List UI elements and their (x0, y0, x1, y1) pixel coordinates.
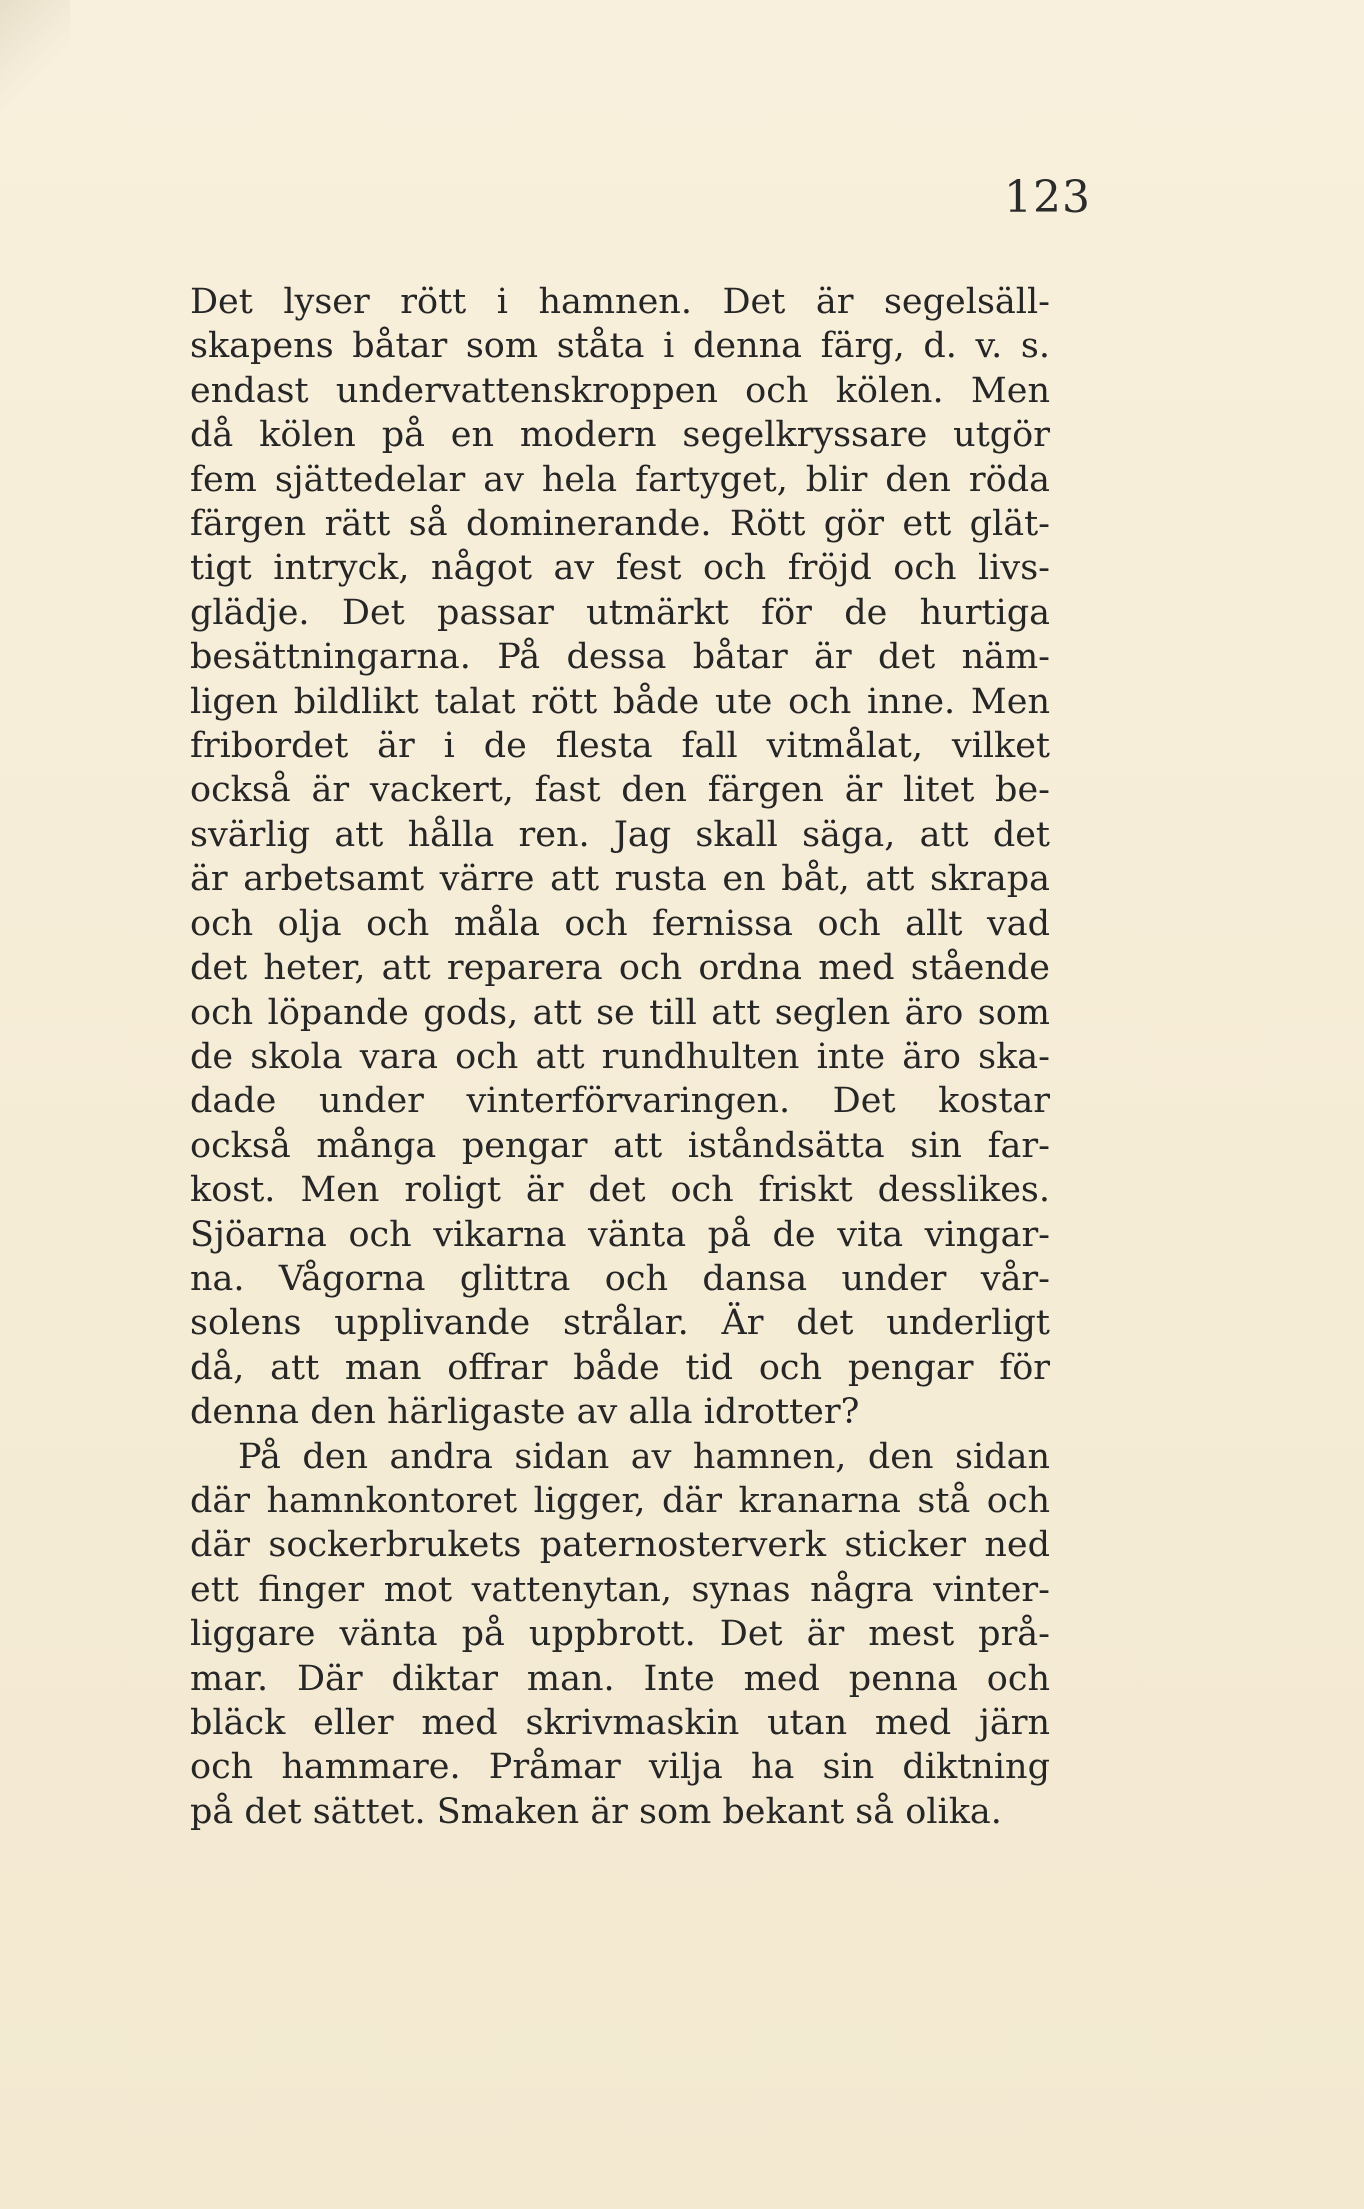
text-line: fem sjättedelar av hela fartyget, blir den röda (190, 459, 1050, 500)
text-line: och olja och måla och fernissa och allt vad (190, 903, 1050, 944)
page-edge-shadow (0, 0, 70, 120)
text-line: där sockerbrukets paternosterverk sticker ned (190, 1525, 1050, 1566)
text-line: också är vackert, fast den färgen är litet be- (190, 770, 1050, 811)
body-text (190, 280, 1050, 1834)
text-line: dade under vinterförvaringen. Det kostar (190, 1081, 1050, 1122)
text-line: denna den härligaste av alla idrotter? (190, 1392, 860, 1433)
text-line: det heter, att reparera och ordna med stående (190, 948, 1050, 989)
text-line: är arbetsamt värre att rusta en båt, att skrapa (190, 859, 1050, 900)
text-line: ligen bildlikt talat rött både ute och inne. Men (190, 681, 1050, 722)
text-line: också många pengar att iståndsätta sin far- (190, 1125, 1050, 1166)
text-line: Sjöarna och vikarna vänta på de vita vingar- (190, 1214, 1050, 1255)
text-line: liggare vänta på uppbrott. Det är mest prå- (190, 1614, 1050, 1655)
text-line: svärlig att hålla ren. Jag skall säga, att det (190, 814, 1050, 855)
text-line: mar. Där diktar man. Inte med penna och (190, 1658, 1050, 1699)
text-line: de skola vara och att rundhulten inte äro ska- (190, 1036, 1050, 1077)
text-line: på det sättet. Smaken är som bekant så olika. (190, 1791, 1002, 1832)
text-line: och hammare. Pråmar vilja ha sin diktning (190, 1747, 1050, 1788)
text-line: solens upplivande strålar. Är det underligt (190, 1303, 1050, 1344)
text-line: och löpande gods, att se till att seglen äro som (190, 992, 1050, 1033)
text-line: tigt intryck, något av fest och fröjd och livs- (190, 548, 1050, 589)
text-line: glädje. Det passar utmärkt för de hurtiga (190, 592, 1050, 633)
text-line: skapens båtar som ståta i denna färg, d. v. s. (190, 326, 1050, 367)
text-line: På den andra sidan av hamnen, den sidan (238, 1436, 1050, 1477)
text-line: fribordet är i de flesta fall vitmålat, vilket (190, 726, 1050, 767)
text-line: då, att man offrar både tid och pengar för (190, 1347, 1050, 1388)
text-line: kost. Men roligt är det och friskt desslikes. (190, 1170, 1050, 1211)
text-line: då kölen på en modern segelkryssare utgör (190, 415, 1050, 456)
text-line: färgen rätt så dominerande. Rött gör ett glät- (190, 504, 1050, 545)
text-line: Det lyser rött i hamnen. Det är segelsäll- (190, 282, 1050, 322)
text-line: endast undervattenskroppen och kölen. Men (190, 370, 1050, 411)
text-line: ett finger mot vattenytan, synas några vinter- (190, 1569, 1050, 1610)
text-line: na. Vågorna glittra och dansa under vår- (190, 1258, 1050, 1299)
page-number: 123 (1004, 172, 1091, 223)
text-line: bläck eller med skrivmaskin utan med järn (190, 1703, 1050, 1743)
text-line: besättningarna. På dessa båtar är det näm- (190, 637, 1050, 678)
text-line: där hamnkontoret ligger, där kranarna stå och (190, 1480, 1050, 1521)
